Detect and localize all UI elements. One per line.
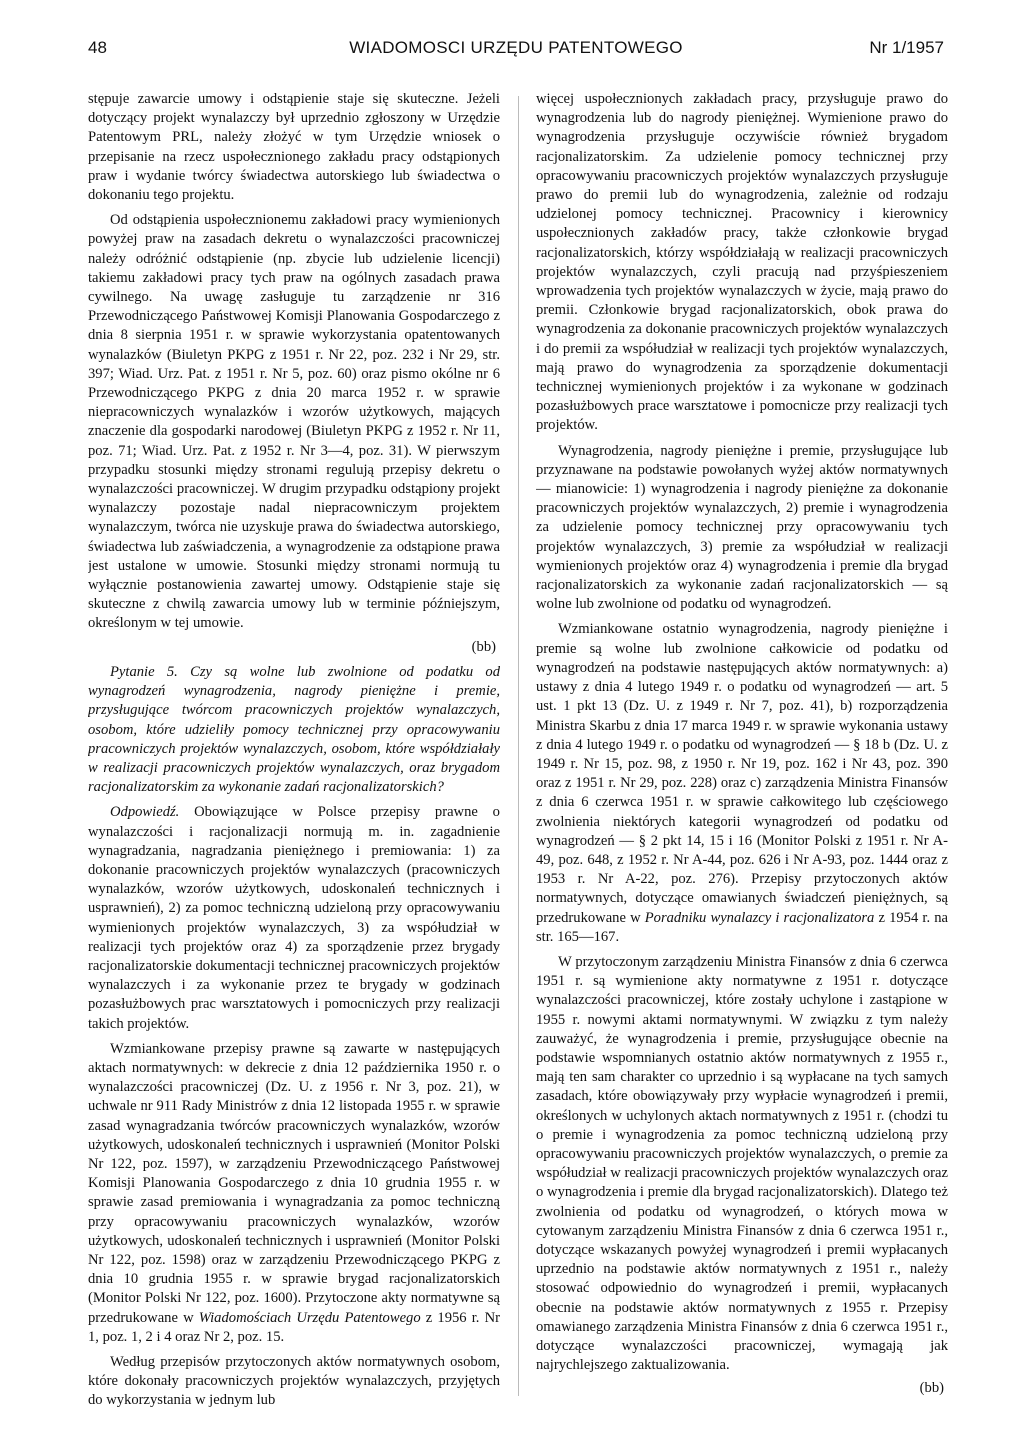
journal-title: WIADOMOSCI URZĘDU PATENTOWEGO [349,38,683,57]
question-text: Czy są wolne lub zwolnione od podatku od wynagrodzeń wynagrodzenia, nagrody pieniężne i premie, przysługujące twórcom pracowniczych projektów wynalazczych, osobom, które udzieliły pomocy technicznej przy opracowywaniu pracowniczych projektów wynalazczych, osobom, które współdziałały w realizacji pracowniczych projektów wynalazczych, oraz brygadom racjonalizatorskim za wykonanie zadań racjonalizatorskich? [88,663,500,796]
paragraph-text: Wzmiankowane ostatnio wynagrodzenia, nagrody pieniężne i premie są wolne lub zwolnione całkowicie od podatku od wynagrodzeń na podstawie następujących aktów normatywnych: a) ustawy z dnia 4 lutego 1949 r. o podatku od wynagrodzeń — art. 5 ust. 1 pkt 13 (Dz. U. z 1949 r. Nr 7, poz. 41), b) rozporządzenia Ministra Skarbu z dnia 17 marca 1949 r. w sprawie wykonania ustawy z dnia 4 lutego 1949 r. o podatku od wynagrodzeń — § 18 b (Dz. U. z 1949 r. Nr 15, poz. 98, z 1950 r. Nr 19, poz. 162 i Nr 43, poz. 390 oraz z 1951 r. Nr 29, poz. 228) oraz c) zarządzenia Ministra Finansów z dnia 6 czerwca 1951 r. w sprawie całkowitego lub częściowego zwolnienia niektórych kategorii wynagrodzeń od podatku od wynagrodzeń — § 2 pkt 14, 15 i 16 (Monitor Polski z 1951 r. Nr A-49, poz. 648, z 1952 r. Nr A-44, poz. 626 i Nr A-93, poz. 1444 oraz z 1953 r. Nr A-22, poz. 276). Przepisy przytoczonych aktów normatywnych, dotyczące omawianych świadczeń pieniężnych, są przedrukowane w [536,621,948,926]
paragraph [536,620,948,946]
question-paragraph [88,663,500,797]
publication-title: Wiadomościach Urzędu Patentowego [198,1309,421,1326]
issue-number: Nr 1/1957 [869,38,944,57]
paragraph-text: z 1956 r. Nr 1, poz. 1, 2 i 4 oraz Nr 2, poz. 15. [88,1309,500,1345]
answer-paragraph [88,803,500,1033]
paragraph: Wynagrodzenia, nagrody pieniężne i premie, przysługujące lub przyznawane na podstawie powołanych wyżej aktów normatywnych — mianowicie: 1) wynagrodzenia i nagrody pieniężne za dokonanie pracowniczych projektów wynalazczych, 2) premie i wynagrodzenia za udzielenie pomocy technicznej przy opracowywaniu tych projektów wynalazczych, 3) premie za współudział w realizacji wymienionych projektów oraz 4) wynagrodzenia i premie dla brygad racjonalizatorskich za wykonanie zadań racjonalizatorskich — są wolne lub zwolnione od podatku od wynagrodzeń. [536,442,948,613]
answer-label: Odpowiedź. [110,804,180,821]
right-column [536,90,948,1410]
left-column [88,90,500,1410]
paragraph: Od odstąpienia uspołecznionemu zakładowi pracy wymienionych powyżej praw na zasadach dekretu o wynalazczości pracowniczej należy odróżnić odstąpienie (np. zbycie lub udzielenie licencji) takiemu zakładowi pracy tych praw na ogólnych zasadach prawa cywilnego. Na uwagę zasługuje tu zarządzenie nr 316 Przewodniczącego Państwowej Komisji Planowania Gospodarczego z dnia 8 sierpnia 1951 r. w sprawie wykorzystania opatentowanych wynalazków (Biuletyn PKPG z 1951 r. Nr 22, poz. 232 i Nr 29, str. 397; Wiad. Urz. Pat. z 1951 r. Nr 5, poz. 60) oraz pismo okólne nr 6 Przewodniczącego PKPG z dnia 20 marca 1952 r. w sprawie niepracowniczych wynalazków i wzorów użytkowych, mających znaczenie dla gospodarki narodowej (Biuletyn PKPG z 1952 r. Nr 11, poz. 71; Wiad. Urz. Pat. z 1952 r. Nr 3—4, poz. 31). W pierwszym przypadku stosunki między stronami regulują przepisy dekretu o wynalazczości pracowniczej. W drugim przypadku odstąpiony projekt wynalazczy pozostaje nadal niepracowniczym projektem wynalazczym, twórca nie uzyskuje prawa do świadectwa autorskiego, świadectwa lub zaświadczenia, a wynagrodzenie za odstąpione prawa jest ustalone w umowie. Stosunki między stronami normują tu wyłącznie postanowienia zawartej umowy. Odstąpienie staje się skuteczne z chwilą zawarcia umowy lub w terminie późniejszym, określonym w tej umowie. [88,212,500,632]
paragraph-text: z 1954 r. na str. 165—167. [536,909,948,945]
column-divider [518,96,519,1396]
paragraph: W przytoczonym zarządzeniu Ministra Finansów z dnia 6 czerwca 1951 r. są wymienione akty normatywne z 1951 r. dotyczące wynalazczości pracowniczej, które zostały uchylone i zastąpione w 1955 r. nowymi aktami normatywnymi. W związku z tym należy zauważyć, że wynagrodzenia i premie, przysługujące obecnie na podstawie wspomnianych ostatnio aktów normatywnych z 1955 r., mają ten sam charakter co uprzednio i są wypłacane na tych samych zasadach, które obowiązywały przy wypłacie wynagrodzeń i premii, określonych w uchylonych aktach normatywnych z 1951 r. (chodzi tu o premie i wynagrodzenia za pomoc techniczną udzieloną przy opracowywaniu pracowniczych projektów wynalazczych, o premie za współudział w realizacji pracowniczych projektów wynalazczych oraz o wynagrodzenia i premie dla brygad racjonalizatorskich). Dlatego też zwolnienia od podatku od wynagrodzeń, o których mowa w cytowanym zarządzeniu Ministra Finansów z dnia 6 czerwca 1951 r., dotyczące wskazanych powyżej wynagrodzeń i premii wypłacanych uprzednio na podstawie aktów normatywnych z 1951 r., należy stosować odpowiednio do wynagrodzeń i premii, wypłacanych obecnie na podstawie aktów normatywnych z 1955 r. Przepisy omawianego zarządzenia Ministra Finansów z dnia 6 czerwca 1951 r., dotyczące wynalazczości pracowniczej, wymagają jak najrychlejszego zaktualizowania. [536,953,948,1374]
publication-title: Poradniku wynalazcy i racjonalizatora [644,909,875,926]
paragraph: więcej uspołecznionych zakładach pracy, przysługuje prawo do wynagrodzenia lub do nagrody pieniężnej. Wymienione prawo do wynagrodzenia przysługuje oczywiście również brygadom racjonalizatorskim. Za udzielenie pomocy technicznej przy opracowywaniu pracowniczych projektów wynalazczych przysługuje prawo do premii lub do wynagrodzenia, zależnie od rodzaju udzielonej pomocy technicznej. Pracownicy i kierownicy uspołecznionych zakładów pracy, także członkowie brygad racjonalizatorskich, którzy współdziałają w realizacji pracowniczych projektów wynalazczych, czyli pracują nad przyśpieszeniem wprowadzenia tych projektów wynalazczych w życie, mają prawo do premii. Członkowie brygad racjonalizatorskich, obok prawa do wynagrodzenia za dokonanie pracowniczych projektów wynalazczych i do premii za współudział w realizacji tych projektów wynalazczych, mają prawo do wynagrodzenia za sporządzenie dokumentacji technicznej wymienionych projektów i za wykonane w godzinach pozasłużbowych prace warsztatowe i pomocnicze przy realizacji tych projektów. [536,91,948,434]
author-signature: (bb) [919,1380,944,1397]
page-number: 48 [88,38,107,57]
running-header [88,38,944,68]
paragraph [88,1040,500,1347]
paragraph: Według przepisów przytoczonych aktów normatywnych osobom, które dokonały pracowniczych projektów wynalazczych, przyjętych do wykorzystania w jednym lub [88,1354,500,1409]
paragraph: stępuje zawarcie umowy i odstąpienie staje się skuteczne. Jeżeli dotyczący projekt wynalazczy był uprzednio zgłoszony w Urzędzie Patentowym PRL, należy złożyć w tym Urzędzie wniosek o przepisanie na rzecz uspołecznionego zakładu pracy odstąpionych praw i wydanie twórcy świadectwa autorskiego lub świadectwa o dokonaniu tego projektu. [88,91,500,204]
author-signature: (bb) [471,638,496,655]
question-label: Pytanie 5. [110,663,178,680]
paragraph-text: Wzmiankowane przepisy prawne są zawarte w następujących aktach normatywnych: w dekrecie z dnia 12 października 1950 r. o wynalazczości pracowniczej (Dz. U. z 1956 r. Nr 3, poz. 21), w uchwale nr 911 Rady Ministrów z dnia 12 listopada 1955 r. w sprawie zasad wynagradzania twórców pracowniczych wynalazków, wzorów użytkowych, udoskonaleń technicznych i usprawnień (Monitor Polski Nr 122, poz. 1597), w zarządzeniu Przewodniczącego Państwowej Komisji Planowania Gospodarczego z dnia 10 grudnia 1955 r. w sprawie zasad premiowania i wynagradzania za pomoc techniczną przy opracowywaniu pracowniczych wynalazków, wzorów użytkowych, udoskonaleń technicznych i usprawnień (Monitor Polski Nr 122, poz. 1598) oraz w zarządzeniu Przewodniczącego PKPG z dnia 10 grudnia 1955 r. w sprawie brygad racjonalizatorskich (Monitor Polski Nr 122, poz. 1600). Przytoczone akty normatywne są przedrukowane w [88,1040,500,1326]
answer-text: Obowiązujące w Polsce przepisy prawne o wynalazczości i racjonalizacji normują m. in. zagadnienie wynagradzania, nagradzania pieniężnego i premiowania: 1) za dokonanie pracowniczych projektów wynalazczych (pracowniczych wynalazków, wzorów użytkowych, udoskonaleń technicznych i usprawnień), 2) za pomoc techniczną udzieloną przy opracowywaniu wymienionych projektów wynalazczych, 3) za współudział w realizacji tych projektów oraz 4) za sporządzenie przez brygady racjonalizatorskie dokumentacji technicznej pracowniczych projektów wynalazczych i za wykonanie przez te brygady w godzinach pozasłużbowych prac warsztatowych i pomocniczych przy realizacji takich projektów. [88,804,500,1032]
